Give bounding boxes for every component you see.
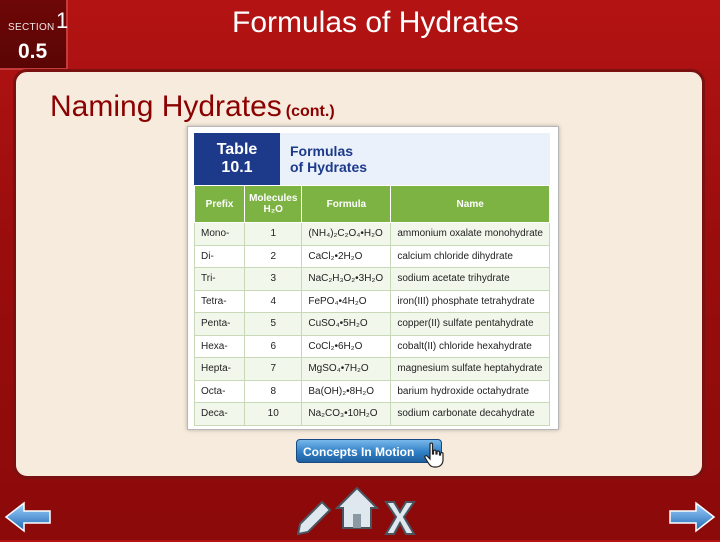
cell-formula: MgSO₄•7H₂O — [302, 358, 391, 381]
section-subnumber: 0.5 — [18, 40, 48, 63]
cell-molecules: 7 — [245, 358, 302, 381]
cell-prefix: Octa- — [195, 380, 245, 403]
concepts-in-motion-label: Concepts In Motion — [303, 445, 415, 459]
page-title: Formulas of Hydrates — [232, 6, 519, 39]
table-caption-line2: of Hydrates — [290, 159, 368, 175]
col-header-molecules-line2: H₂O — [263, 204, 283, 215]
cell-molecules: 8 — [245, 380, 302, 403]
cell-prefix: Hexa- — [195, 335, 245, 358]
cell-prefix: Penta- — [195, 313, 245, 336]
cell-name: calcium chloride dihydrate — [391, 245, 550, 268]
hydrates-table — [194, 185, 550, 426]
cell-formula: Na₂CO₃•10H₂O — [302, 403, 391, 426]
arrow-left-icon[interactable] — [4, 500, 52, 534]
cell-molecules: 4 — [245, 290, 302, 313]
cell-name: barium hydroxide octahydrate — [391, 380, 550, 403]
cell-prefix: Di- — [195, 245, 245, 268]
table-row — [195, 335, 550, 358]
table-tag-line2: 10.1 — [221, 159, 253, 176]
cell-molecules: 1 — [245, 223, 302, 246]
table-row — [195, 313, 550, 336]
arrow-right-icon[interactable] — [668, 500, 716, 534]
pencil-icon[interactable] — [296, 490, 336, 540]
cell-molecules: 2 — [245, 245, 302, 268]
cell-name: magnesium sulfate heptahydrate — [391, 358, 550, 381]
close-icon[interactable] — [380, 492, 420, 542]
col-header-name: Name — [391, 186, 550, 223]
cell-name: copper(II) sulfate pentahydrate — [391, 313, 550, 336]
subtitle-main: Naming Hydrates — [50, 90, 282, 123]
table-caption — [290, 143, 367, 175]
section-number: 1 — [56, 8, 69, 33]
table-row — [195, 223, 550, 246]
concepts-in-motion-button[interactable] — [296, 439, 442, 463]
table-row — [195, 290, 550, 313]
cell-formula: Ba(OH)₂•8H₂O — [302, 380, 391, 403]
home-icon[interactable] — [332, 484, 382, 534]
table-row — [195, 358, 550, 381]
col-header-molecules — [245, 186, 302, 223]
col-header-formula: Formula — [302, 186, 391, 223]
cell-name: iron(III) phosphate tetrahydrate — [391, 290, 550, 313]
cell-prefix: Tri- — [195, 268, 245, 291]
cell-formula: NaC₂H₃O₂•3H₂O — [302, 268, 391, 291]
slide-subtitle — [50, 90, 335, 124]
col-header-molecules-line1: Molecules — [249, 193, 298, 204]
cell-molecules: 10 — [245, 403, 302, 426]
section-label: SECTION — [8, 22, 55, 33]
table-heading — [194, 133, 550, 187]
cell-formula: FePO₄•4H₂O — [302, 290, 391, 313]
cell-formula: CoCl₂•6H₂O — [302, 335, 391, 358]
table-number-tag — [194, 133, 280, 187]
table-row — [195, 268, 550, 291]
table-row — [195, 245, 550, 268]
cell-prefix: Deca- — [195, 403, 245, 426]
cell-name: sodium acetate trihydrate — [391, 268, 550, 291]
table-row — [195, 403, 550, 426]
cell-molecules: 5 — [245, 313, 302, 336]
col-header-prefix: Prefix — [195, 186, 245, 223]
cell-prefix: Mono- — [195, 223, 245, 246]
cell-name: ammonium oxalate monohydrate — [391, 223, 550, 246]
table-caption-line1: Formulas — [290, 143, 354, 159]
cell-molecules: 6 — [245, 335, 302, 358]
hand-pointer-icon — [423, 442, 445, 468]
subtitle-suffix: (cont.) — [285, 103, 335, 120]
cell-name: sodium carbonate decahydrate — [391, 403, 550, 426]
cell-formula: CaCl₂•2H₂O — [302, 245, 391, 268]
cell-formula: (NH₄)₂C₂O₄•H₂O — [302, 223, 391, 246]
cell-formula: CuSO₄•5H₂O — [302, 313, 391, 336]
section-box — [0, 0, 68, 70]
cell-name: cobalt(II) chloride hexahydrate — [391, 335, 550, 358]
cell-prefix: Hepta- — [195, 358, 245, 381]
table-tag-line1: Table — [216, 141, 258, 158]
cell-molecules: 3 — [245, 268, 302, 291]
table-header-row — [195, 186, 550, 223]
hydrates-table-card — [187, 126, 559, 430]
table-row — [195, 380, 550, 403]
cell-prefix: Tetra- — [195, 290, 245, 313]
